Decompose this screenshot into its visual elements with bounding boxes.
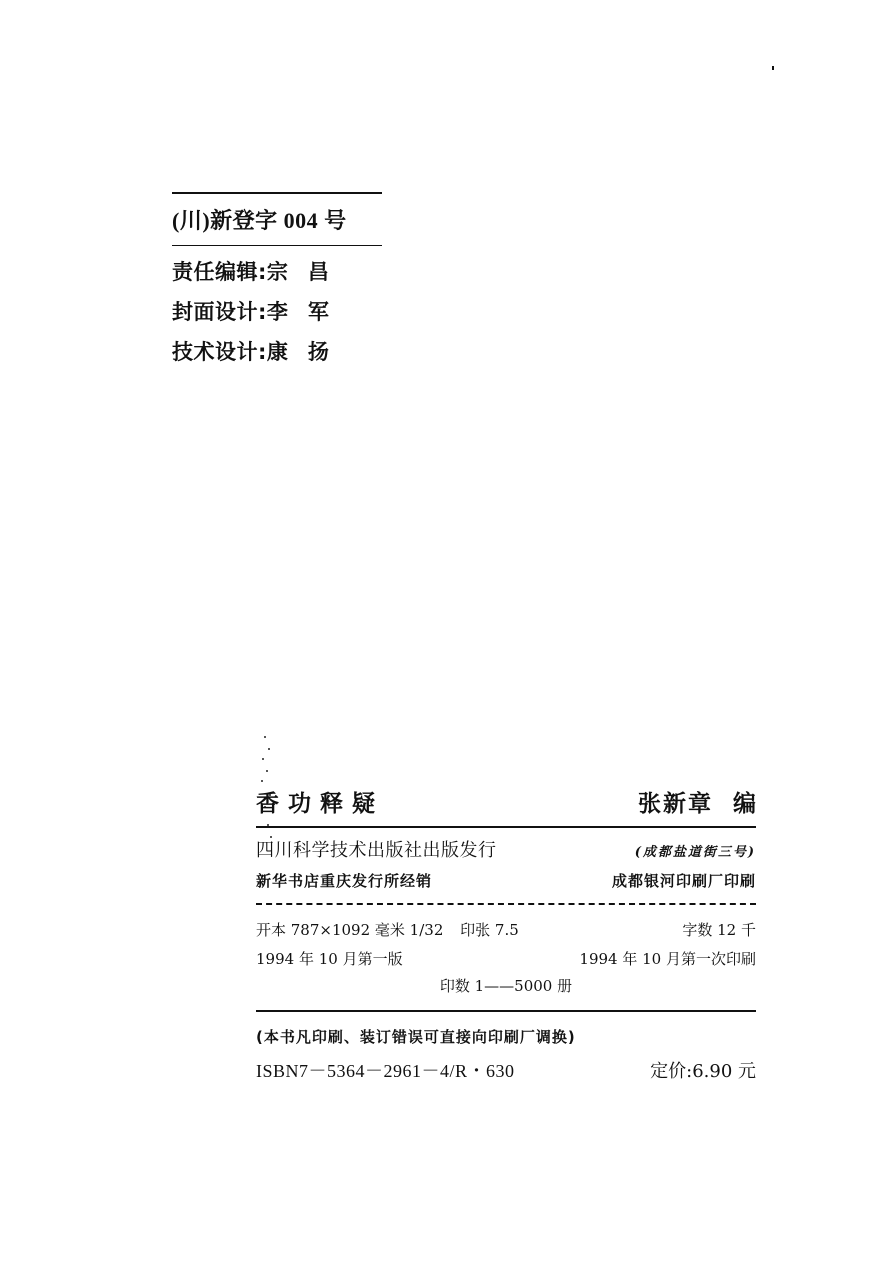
printer: 成都银河印刷厂印刷 — [611, 872, 756, 890]
title-rule — [256, 826, 756, 828]
printing: 1994 年 10 月第一次印刷 — [579, 950, 756, 968]
format-spec — [256, 919, 519, 940]
publisher-line: 四川科学技术出版社出版发行 — [256, 840, 497, 861]
distribution-rule — [256, 903, 756, 905]
credit-editor — [172, 252, 382, 292]
word-count: 字数 12 千 — [682, 921, 756, 939]
colophon — [256, 782, 756, 1083]
distribution-row — [256, 870, 756, 891]
credit-label: 责任编辑: — [172, 260, 267, 284]
top-rule — [172, 192, 382, 194]
format-size: 开本 787×1092 毫米 1/32 — [256, 921, 444, 939]
print-run: 印数 1——5000 册 — [439, 977, 573, 995]
print-run-rule — [256, 1010, 756, 1012]
distributor: 新华书店重庆发行所经销 — [256, 872, 433, 890]
author — [638, 785, 756, 818]
book-title: 香功释疑 — [256, 791, 384, 817]
credit-label: 技术设计: — [172, 340, 267, 364]
edition-row — [256, 948, 756, 969]
printed-sheets: 印张 7.5 — [460, 921, 519, 939]
credits-block — [172, 192, 382, 372]
credit-technical-design — [172, 332, 382, 372]
isbn-row — [256, 1057, 756, 1083]
edition: 1994 年 10 月第一版 — [256, 950, 403, 968]
price: 定价:6.90 元 — [650, 1061, 756, 1082]
format-row — [256, 919, 756, 940]
credit-name: 宗昌 — [266, 260, 349, 284]
credit-name: 康扬 — [266, 340, 349, 364]
publisher-address: (成都盐道街三号) — [634, 845, 756, 860]
credit-name: 李军 — [266, 300, 349, 324]
page-mark — [772, 66, 774, 70]
registration-rule — [172, 245, 382, 246]
publisher-row — [256, 836, 756, 862]
author-role: 编 — [733, 791, 756, 817]
registration-number: (川)新登字 004 号 — [172, 208, 347, 233]
isbn: ISBN7－5364－2961－4/R・630 — [256, 1061, 515, 1081]
author-name: 张新章 — [638, 791, 713, 817]
title-row — [256, 782, 756, 818]
credit-cover-design — [172, 292, 382, 332]
credit-label: 封面设计: — [172, 300, 267, 324]
replacement-notice: (本书凡印刷、装订错误可直接向印刷厂调换) — [256, 1028, 576, 1046]
